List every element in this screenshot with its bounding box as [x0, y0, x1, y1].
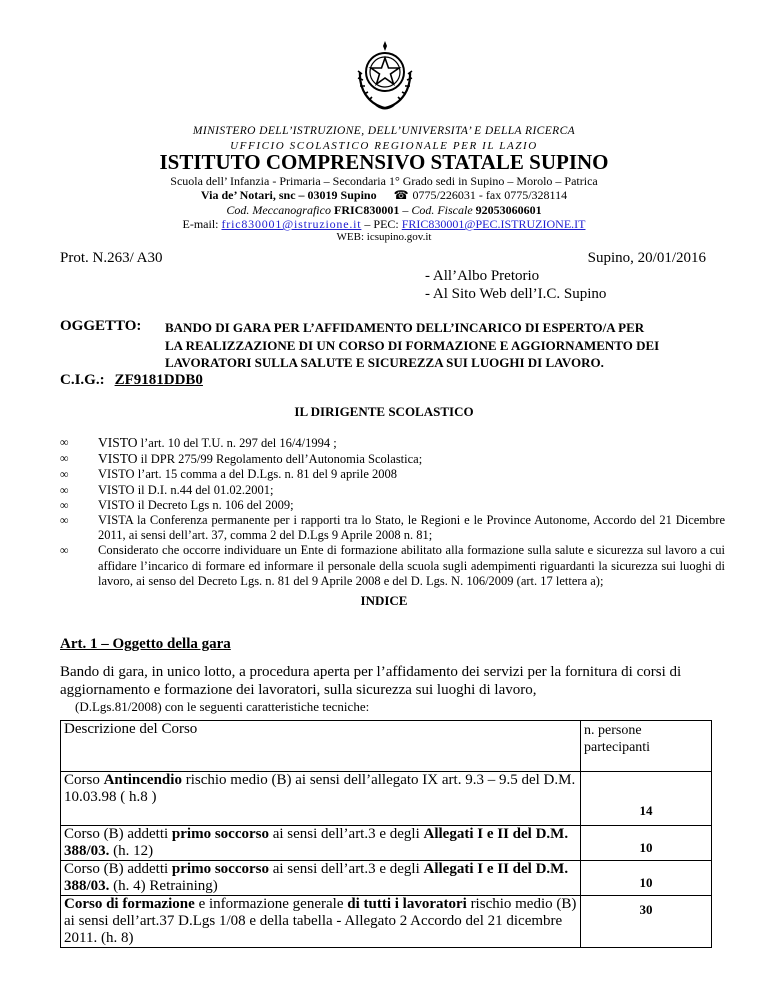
table-row: Corso Antincendio rischio medio (B) ai sensi dell’allegato IX art. 9.3 – 9.5 del D.M. 10.03.98 ( h.8 ) 14 — [61, 772, 712, 826]
list-item: ∞ VISTO l’art. 10 del T.U. n. 297 del 16/4/1994 ; — [60, 435, 337, 450]
oggetto-label: OGGETTO: — [60, 318, 142, 334]
document-date: Supino, 20/01/2016 — [587, 250, 706, 266]
oggetto-text — [165, 319, 725, 372]
cod-fisc-label: – Cod. Fiscale — [399, 203, 476, 217]
protocol-number: Prot. N.263/ A30 — [60, 250, 163, 266]
pec-label: – PEC: — [361, 217, 402, 231]
school-address: Via de’ Notari, snc – 03019 Supino — [200, 188, 377, 202]
list-item: ∞ Considerato che occorre individuare un Ente di formazione abilitato alla formazione sulla salute e sicurezza sul lavoro a cui affidare l’incarico di formare ed informare il personale della scuola sugli adempimenti riguardanti la sicurezza sui luoghi di lavoro, ai senso del Decreto Lgs. n. 81 del 9 Aprile 2008 e del D. Lgs. N. 106/2009 (art. 17 lettera a); — [60, 543, 725, 588]
infinity-bullet-icon: ∞ — [60, 467, 69, 482]
school-sedi: Scuola dell’ Infanzia - Primaria – Secondaria 1° Grado sedi in Supino – Morolo – Patrica — [170, 174, 598, 188]
recipient-albo: - All’Albo Pretorio — [425, 268, 540, 284]
infinity-bullet-icon: ∞ — [60, 451, 69, 466]
list-item: ∞ VISTA la Conferenza permanente per i rapporti tra lo Stato, le Regioni e le Province Autonome, Accordo del 21 Dicembre 2011, ai sensi dell’art. 37, comma 2 del D.Lgs 9 Aprile 2008 n. 81; — [60, 513, 725, 543]
infinity-bullet-icon: ∞ — [60, 482, 69, 497]
header-description: Descrizione del Corso — [61, 721, 581, 772]
cod-mecc-label: Cod. Meccanografico — [226, 203, 334, 217]
table-header-row — [61, 721, 712, 772]
cig-label: C.I.G.: — [60, 372, 105, 388]
ufficio-line: UFFICIO SCOLASTICO REGIONALE PER IL LAZIO — [230, 140, 538, 152]
list-item: ∞ VISTO l’art. 15 comma a del D.Lgs. n. 81 del 9 aprile 2008 — [60, 467, 398, 482]
pec-link[interactable]: FRIC830001@PEC.ISTRUZIONE.IT — [401, 217, 586, 231]
phone-fax: 0775/226031 - fax 0775/328114 — [412, 188, 568, 202]
cod-mecc: FRIC830001 — [333, 203, 400, 217]
infinity-bullet-icon: ∞ — [60, 435, 69, 449]
table-row: Corso (B) addetti primo soccorso ai sensi dell’art.3 e degli Allegati I e II del D.M. 388/03. (h. 4) Retraining) 10 — [61, 861, 712, 896]
infinity-bullet-icon: ∞ — [60, 513, 69, 528]
list-item: ∞ VISTO il DPR 275/99 Regolamento dell’Autonomia Scolastica; — [60, 451, 423, 467]
art1-title: Art. 1 – Oggetto della gara — [60, 636, 231, 652]
infinity-bullet-icon: ∞ — [60, 497, 69, 512]
web-line: WEB: icsupino.gov.it — [336, 231, 432, 243]
cig-line — [60, 372, 203, 389]
infinity-bullet-icon: ∞ — [60, 543, 69, 558]
telephone-icon: ☎ — [393, 188, 409, 202]
visti-list — [60, 435, 725, 589]
dlgs-line: (D.Lgs.81/2008) con le seguenti caratteristiche tecniche: — [75, 699, 370, 714]
corsi-table — [60, 720, 712, 948]
oggetto-line: LA REALIZZAZIONE DI UN CORSO DI FORMAZIONE E AGGIORNAMENTO DEI — [165, 337, 660, 353]
school-address-line — [0, 188, 768, 203]
republic-emblem-icon — [354, 34, 416, 114]
bando-paragraph: Bando di gara, in unico lotto, a procedura aperta per l’affidamento dei servizi per la fornitura di corsi di aggiornamento e formazione dei lavoratori, sulla sicurezza sui luoghi di lavoro, — [60, 664, 682, 698]
table-row: Corso di formazione e informazione generale di tutti i lavoratori rischio medio (B) ai sensi dell’art.37 D.Lgs 1/08 e della tabella - Allegato 2 Accordo del 21 dicembre 2011. (h. 8) 30 — [61, 896, 712, 948]
recipient-sito: - Al Sito Web dell’I.C. Supino — [425, 286, 607, 302]
header-participants: n. persone partecipanti — [581, 721, 712, 772]
table-row: Corso (B) addetti primo soccorso ai sensi dell’art.3 e degli Allegati I e II del D.M. 388/03. (h. 12) 10 — [61, 826, 712, 861]
dirigente-heading: IL DIRIGENTE SCOLASTICO — [294, 404, 474, 419]
school-name: ISTITUTO COMPRENSIVO STATALE SUPINO — [159, 150, 609, 174]
cod-fisc: 92053060601 — [475, 203, 542, 217]
list-item: ∞ VISTO il Decreto Lgs n. 106 del 2009; — [60, 497, 294, 512]
ministry-line: MINISTERO DELL’ISTRUZIONE, DELL’UNIVERSITA’ E DELLA RICERCA — [192, 125, 576, 137]
email-link[interactable]: fric830001@istruzione.it — [221, 217, 362, 231]
email-label: E-mail: — [182, 217, 222, 231]
list-item: ∞ VISTO il D.I. n.44 del 01.02.2001; — [60, 482, 274, 497]
cig-code: ZF9181DDB0 — [114, 372, 203, 388]
oggetto-line: LAVORATORI SULLA SALUTE E SICUREZZA SUI LUOGHI DI LAVORO. — [165, 355, 604, 370]
oggetto-line: BANDO DI GARA PER L’AFFIDAMENTO DELL’INCARICO DI ESPERTO/A PER — [165, 320, 645, 335]
indice-heading: INDICE — [360, 593, 408, 608]
contact-line — [0, 217, 768, 232]
codes-line — [0, 203, 768, 218]
